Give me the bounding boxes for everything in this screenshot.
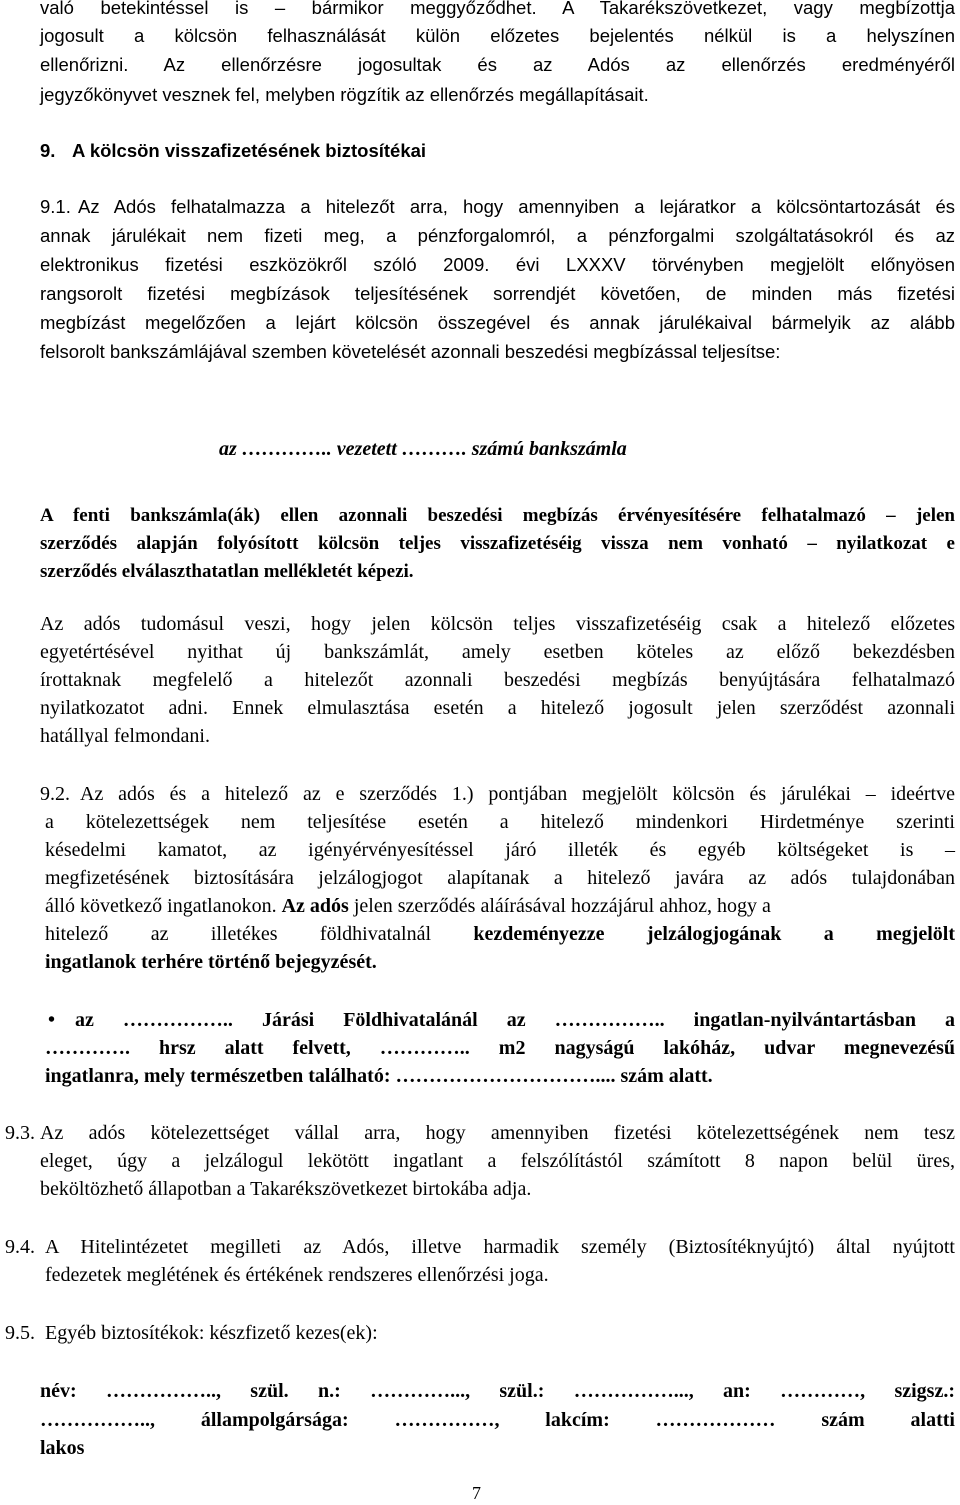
- p91-line-2: annak járulékait nem fizeti meg, a pénzforgalomról, a pénzforgalmi szolgáltatásokról és az: [40, 225, 955, 246]
- bold-paragraph-line-3: szerződés elválaszthatatlan mellékletét képezi.: [40, 561, 414, 582]
- p92-line-3: késedelmi kamatot, az igényérvényesítéssel járó illeték és egyéb költségeket is –: [45, 839, 955, 861]
- page-number: 7: [472, 1483, 481, 1503]
- p92-line-6: [45, 923, 955, 945]
- debtor-paragraph-line-2: egyetértésével nyithat új bankszámlát, amely esetben köteles az előző bekezdésben: [40, 641, 955, 663]
- bullet-line-3: ingatlanra, mely természetben található: ………………………….... szám alatt.: [45, 1065, 713, 1087]
- bullet-line-2: …………. hrsz alatt felvett, ………….. m2 nagyságú lakóház, udvar megnevezésű: [45, 1037, 955, 1059]
- section-title: A kölcsön visszafizetésének biztosítékai: [72, 140, 427, 161]
- p91-line-5: megbízást megelőzően a lejárt kölcsön összegével és annak járulékaival bármelyik az alább: [40, 312, 955, 333]
- section-number: 9.: [40, 140, 56, 161]
- p93-number: 9.3.: [5, 1122, 35, 1144]
- p92-number: 9.2.: [40, 783, 70, 805]
- p92-line-6-bold: kezdeményezze jelzálogjogának a megjelölt: [473, 923, 955, 945]
- p93-line-3: beköltözhető állapotban a Takarékszövetkezet birtokába adja.: [40, 1178, 532, 1200]
- bank-account-line: az ………….. vezetett ………. számú bankszámla: [219, 438, 627, 460]
- top-paragraph-line-4: jegyzőkönyvet vesznek fel, melyben rögzítik az ellenőrzés megállapításait.: [40, 84, 649, 105]
- bold-paragraph-line-2: szerződés alapján folyósított kölcsön teljes visszafizetéséig vissza nem vonható – nyilatkozat e: [40, 533, 955, 554]
- guarantor-line-3: lakos: [40, 1437, 85, 1459]
- p92-line-5-bold: Az adós: [281, 895, 349, 917]
- p92-line-5-rest: jelen szerződés aláírásával hozzájárul ahhoz, hogy a: [348, 895, 771, 917]
- p92-line-5-start: álló következő ingatlanokon.: [45, 895, 277, 917]
- p95-number: 9.5.: [5, 1322, 35, 1344]
- p91-number: 9.1.: [40, 196, 71, 217]
- p92-line-7: ingatlanok terhére történő bejegyzését.: [45, 951, 377, 973]
- p95-text: Egyéb biztosítékok: készfizető kezes(ek):: [45, 1322, 378, 1344]
- debtor-paragraph-line-4: nyilatkozatot adni. Ennek elmulasztása esetén a hitelező jogosult jelen szerződést azonnali: [40, 697, 955, 719]
- p94-number: 9.4.: [5, 1236, 35, 1258]
- p92-line-5: [45, 895, 955, 917]
- p92-line-6-plain: hitelező az illetékes földhivatalnál: [45, 923, 474, 945]
- bold-paragraph-line-1: A fenti bankszámla(ák) ellen azonnali beszedési megbízás érvényesítésére felhatalmazó – jelen: [40, 505, 955, 526]
- debtor-paragraph-line-1: Az adós tudomásul veszi, hogy jelen kölcsön teljes visszafizetéséig csak a hitelező előzetes: [40, 613, 955, 635]
- p94-line-2: fedezetek meglétének és értékének rendszeres ellenőrzési joga.: [45, 1264, 549, 1286]
- p91-line-1: Az Adós felhatalmazza a hitelezőt arra, hogy amennyiben a lejáratkor a kölcsöntartozását és: [78, 196, 955, 217]
- debtor-paragraph-line-5: hatállyal felmondani.: [40, 725, 210, 747]
- p93-line-2: eleget, úgy a jelzálogul lekötött ingatlant a felszólítástól számított 8 napon belül üres,: [40, 1150, 955, 1172]
- bullet-symbol: •: [48, 1009, 56, 1031]
- top-paragraph-line-3: ellenőrizni. Az ellenőrzésre jogosultak és az Adós az ellenőrzés eredményéről: [40, 54, 955, 75]
- guarantor-line-2: …………….., állampolgársága: ……………, lakcím: ……………… szám alatti: [40, 1409, 955, 1431]
- p91-line-3: elektronikus fizetési eszközökről szóló 2009. évi LXXXV törvényben megjelölt előnyösen: [40, 254, 955, 275]
- debtor-paragraph-line-3: írottaknak megfelelő a hitelezőt azonnali beszedési megbízás benyújtására felhatalmazó: [40, 669, 955, 691]
- guarantor-line-1: név: …………….., szül. n.: …………..., szül.: ……………..., an: …………, szigsz.:: [40, 1380, 955, 1402]
- p92-line-2: a kötelezettségek nem teljesítése esetén a hitelező mindenkori Hirdetménye szerinti: [45, 811, 955, 833]
- top-paragraph-line-2: jogosult a kölcsön felhasználását külön előzetes bejelentés nélkül is a helyszínen: [40, 25, 955, 46]
- p92-line-4: megfizetésének biztosítására jelzálogjogot alapítanak a hitelező javára az adós tulajdonában: [45, 867, 955, 889]
- p92-line-1: Az adós és a hitelező az e szerződés 1.) pontjában megjelölt kölcsön és járulékai – ideértve: [80, 783, 955, 805]
- p91-line-6: felsorolt bankszámlájával szemben követelését azonnali beszedési megbízással teljesítse:: [40, 341, 781, 362]
- p93-line-1: Az adós kötelezettséget vállal arra, hogy amennyiben fizetési kötelezettségének nem tesz: [40, 1122, 955, 1144]
- p91-line-4: rangsorolt fizetési megbízások teljesítésének sorrendjét követően, de minden más fizetési: [40, 283, 955, 304]
- top-paragraph-line-1: való betekintéssel is – bármikor meggyőződhet. A Takarékszövetkezet, vagy megbízottja: [40, 0, 955, 18]
- bullet-line-1: az …………….. Járási Földhivatalánál az …………….. ingatlan-nyilvántartásban a: [75, 1009, 955, 1031]
- p94-line-1: A Hitelintézetet megilleti az Adós, illetve harmadik személy (Biztosítéknyújtó) által nyújtott: [45, 1236, 955, 1258]
